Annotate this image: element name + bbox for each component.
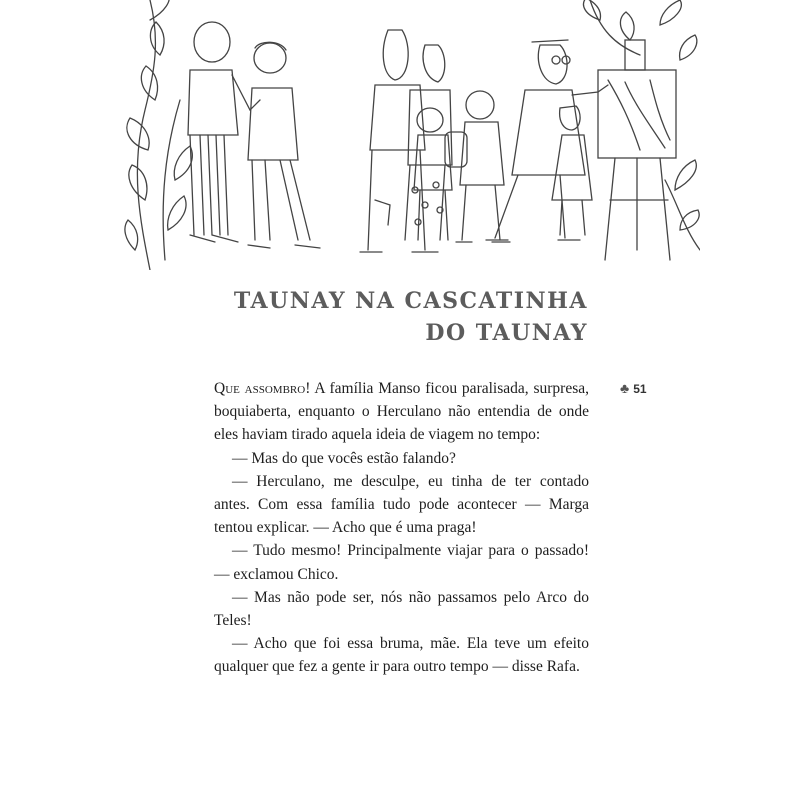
dialogue-paragraph: — Herculano, me desculpe, eu tinha de ter contado antes. Com essa família tudo pode acontecer — Marga tentou explicar. — Acho que é uma praga!	[214, 472, 589, 537]
page-number: 51	[633, 382, 647, 396]
opening-paragraph	[214, 377, 589, 447]
chapter-title	[234, 285, 588, 349]
page-number-marker	[620, 380, 647, 396]
chapter-illustration	[120, 0, 700, 270]
right-foliage	[584, 0, 700, 250]
dialogue-paragraph: — Tudo mesmo! Principalmente viajar para o passado! — exclamou Chico.	[214, 542, 589, 583]
chapter-title-line-2: DO TAUNAY	[425, 320, 588, 346]
figure-painter	[486, 40, 608, 240]
opening-small-caps: Que assombro!	[214, 380, 311, 397]
figure-child-backpack	[414, 108, 467, 240]
dialogue-paragraph: — Acho que foi essa bruma, mãe. Ela teve um efeito qualquer que fez a gente ir para outro tempo — disse Rafa.	[214, 635, 589, 676]
chapter-body	[214, 377, 589, 679]
figure-girl	[552, 106, 592, 235]
left-foliage	[125, 0, 192, 270]
opening-text: A família Manso ficou paralisada, surpresa, boquiaberta, enquanto o Herculano não entendia de onde eles haviam tirado aquela ideia de viagem no tempo:	[214, 380, 589, 444]
easel-canvas	[598, 40, 676, 260]
figure-tall-man	[360, 30, 438, 252]
dialogue-paragraph: — Mas não pode ser, nós não passamos pelo Arco do Teles!	[214, 588, 589, 630]
chapter-title-line-1: TAUNAY NA CASCATINHA	[233, 288, 588, 314]
dialogue-paragraph: — Mas do que vocês estão falando?	[232, 449, 456, 467]
club-icon: ♣	[620, 380, 630, 396]
figure-woman-left	[248, 42, 320, 248]
